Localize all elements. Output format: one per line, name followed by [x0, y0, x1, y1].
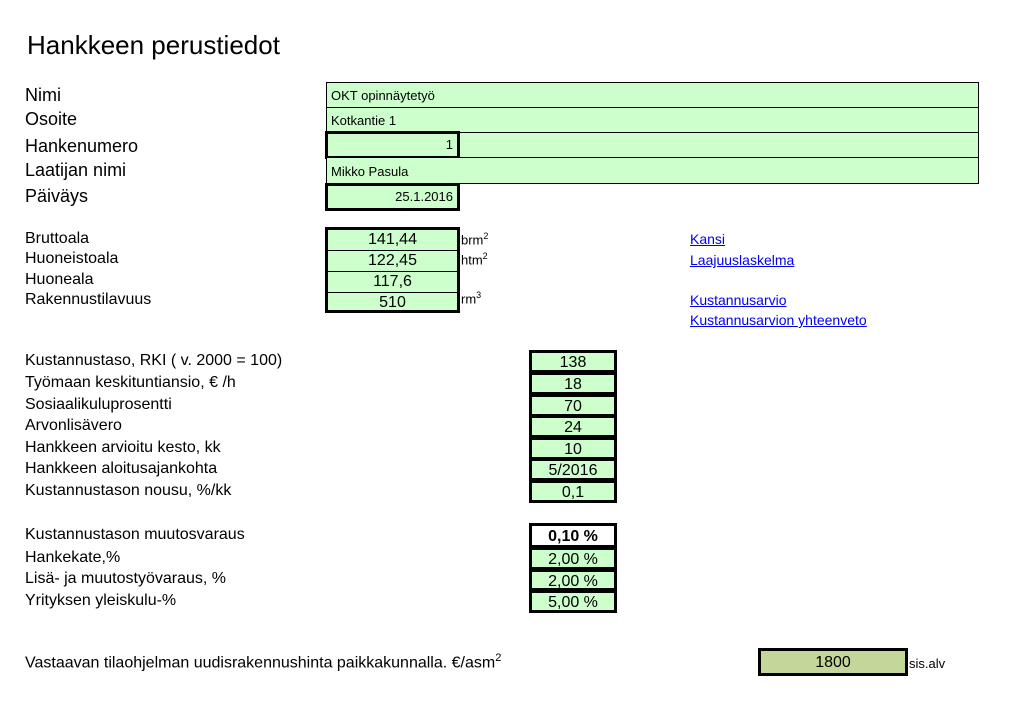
cost-label-social: Sosiaalikuluprosentti	[25, 396, 172, 413]
reference-unit: sis.alv	[909, 656, 946, 671]
area-unit-apartment: htm$^2$	[461, 251, 488, 268]
link-laajuuslaskelma[interactable]: Laajuuslaskelma	[690, 252, 795, 268]
cost-value-index[interactable]: 138	[529, 350, 617, 373]
cost-value-social[interactable]: 70	[529, 394, 617, 417]
cost-value-rise[interactable]: 0,1	[529, 480, 617, 503]
cost-value-vat[interactable]: 24	[529, 415, 617, 438]
cost-label-start: Hankkeen aloitusajankohta	[25, 460, 218, 477]
reserve-value-change: 0,10 %	[529, 523, 617, 548]
area-value-gross[interactable]: 141,44	[328, 230, 457, 251]
author-label: Laatijan nimi	[25, 160, 127, 180]
cost-value-duration[interactable]: 10	[529, 437, 617, 460]
project-number-field[interactable]: 1	[325, 131, 460, 159]
area-label-volume: Rakennustilavuus	[25, 291, 152, 308]
reserve-label-overhead: Yrityksen yleiskulu-%	[25, 592, 177, 609]
area-unit-gross: brm$^2$	[461, 231, 489, 248]
cost-value-start[interactable]: 5/2016	[529, 458, 617, 481]
address-field[interactable]: Kotkantie 1	[326, 107, 979, 133]
address-label: Osoite	[25, 109, 78, 129]
cost-label-vat: Arvonlisävero	[25, 417, 122, 434]
area-value-volume[interactable]: 510	[379, 294, 406, 311]
area-value-apartment[interactable]: 122,45	[328, 251, 457, 272]
area-label-room: Huoneala	[25, 271, 94, 288]
reference-value[interactable]: 1800	[758, 648, 908, 676]
author-field[interactable]: Mikko Pasula	[326, 157, 979, 184]
reserve-label-margin: Hankekate,%	[25, 549, 121, 566]
name-field[interactable]: OKT opinnäytetyö	[326, 82, 979, 108]
link-kustannusarvio[interactable]: Kustannusarvio	[690, 292, 787, 308]
page-title: Hankkeen perustiedot	[27, 30, 280, 60]
cost-label-index: Kustannustaso, RKI ( v. 2000 = 100)	[25, 352, 283, 369]
cost-value-wage[interactable]: 18	[529, 372, 617, 395]
area-label-apartment: Huoneistoala	[25, 250, 119, 267]
reserve-value-margin[interactable]: 2,00 %	[529, 547, 617, 570]
area-unit-volume: $rm^3$	[461, 290, 482, 307]
cost-label-duration: Hankkeen arvioitu kesto, kk	[25, 439, 221, 456]
reference-label: Vastaavan tilaohjelman uudisrakennushinta paikkakunnalla. €/asm$^2$	[25, 652, 502, 672]
reserve-label-change: Kustannustason muutosvaraus	[25, 526, 245, 543]
area-values-box	[325, 227, 460, 313]
link-kustannusarvion-yhteenveto[interactable]: Kustannusarvion yhteenveto	[690, 312, 867, 328]
reserve-label-extra-work: Lisä- ja muutostyövaraus, %	[25, 570, 226, 587]
reserve-value-extra-work[interactable]: 2,00 %	[529, 569, 617, 591]
area-value-room[interactable]: 117,6	[328, 272, 457, 293]
reserve-value-overhead[interactable]: 5,00 %	[529, 590, 617, 613]
date-field[interactable]: 25.1.2016	[325, 183, 460, 211]
project-number-label: Hankenumero	[25, 136, 139, 156]
project-number-fill	[457, 132, 979, 158]
link-kansi[interactable]: Kansi	[690, 231, 726, 247]
cost-label-rise: Kustannustason nousu, %/kk	[25, 482, 232, 499]
area-label-gross: Bruttoala	[25, 230, 90, 247]
name-label: Nimi	[25, 85, 61, 105]
cost-label-wage: Työmaan keskituntiansio, € /h	[25, 374, 236, 391]
date-label: Päiväys	[25, 186, 89, 206]
